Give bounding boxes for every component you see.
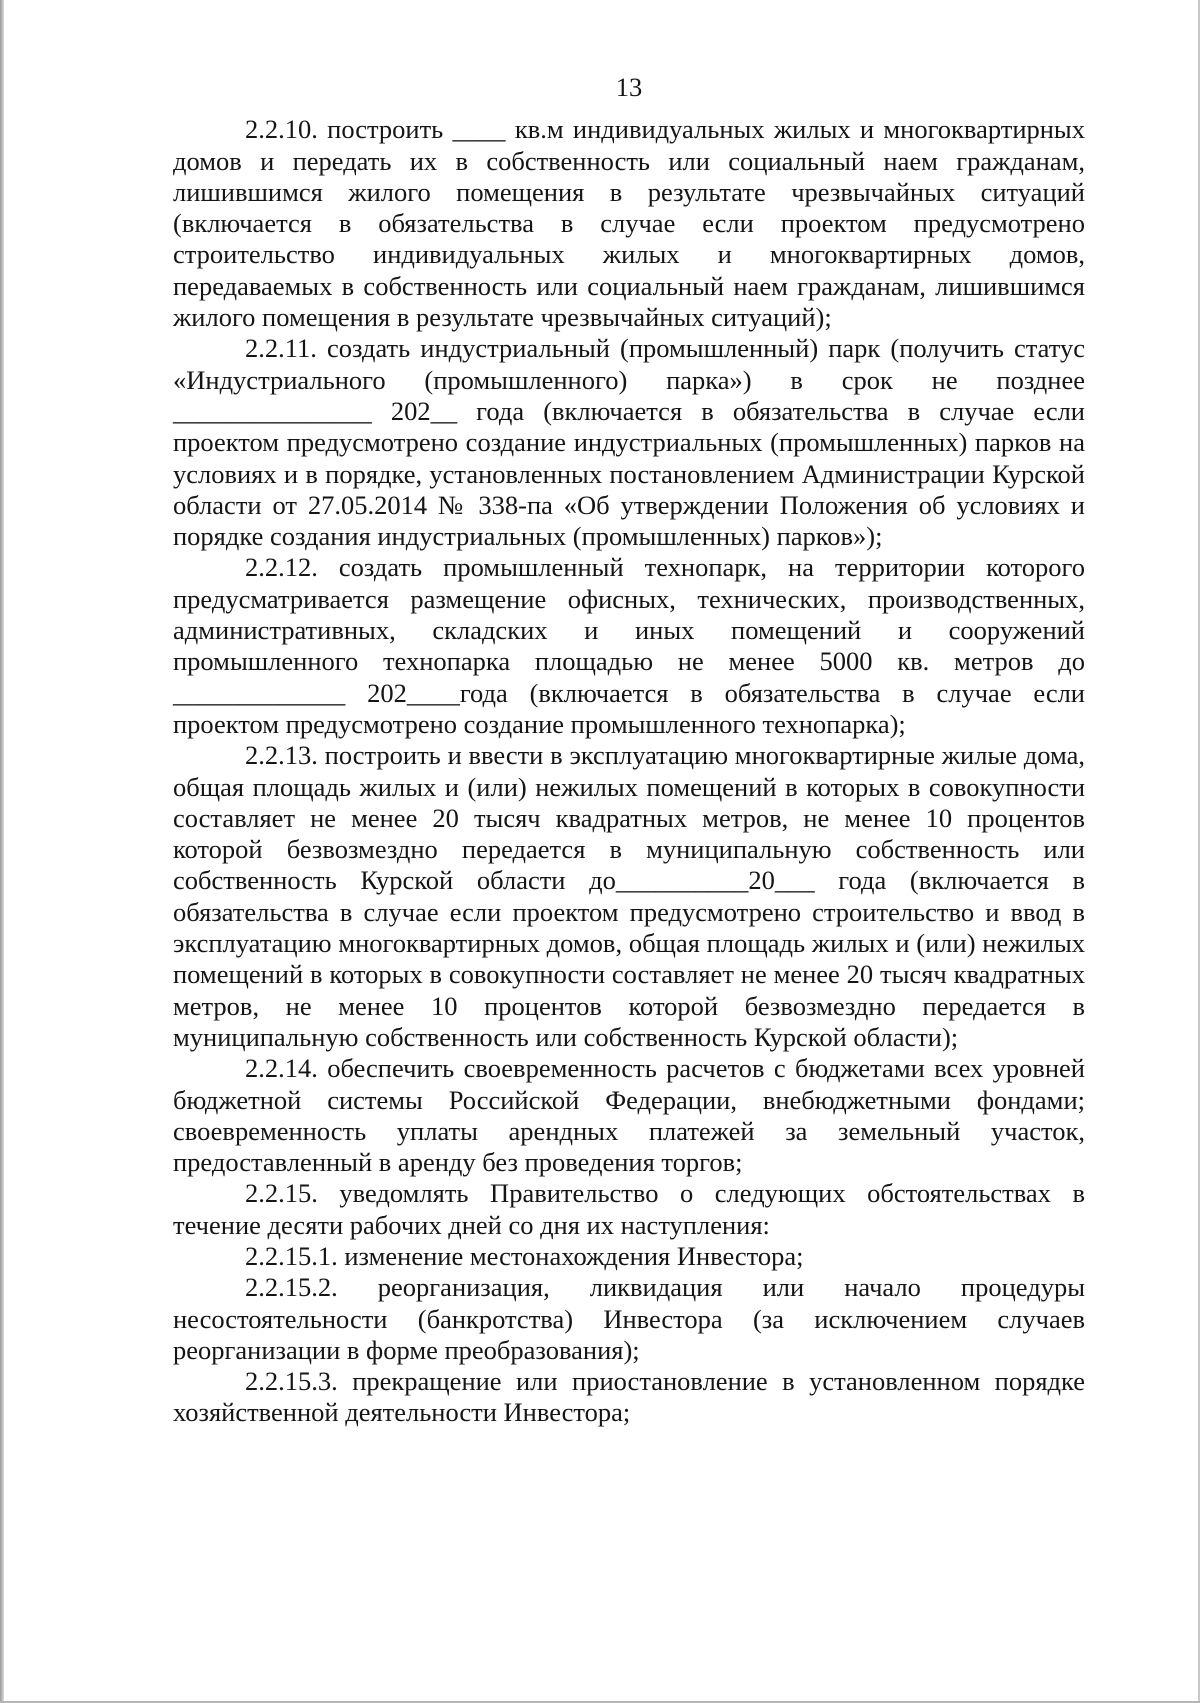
scan-left-edge [0, 0, 4, 1703]
paragraph-2-2-15: 2.2.15. уведомлять Правительство о следующих обстоятельствах в течение десяти рабочих дней со дня их наступления: [173, 1178, 1085, 1240]
paragraph-2-2-15-1: 2.2.15.1. изменение местонахождения Инвестора; [245, 1240, 804, 1271]
paragraph-2-2-15-3: 2.2.15.3. прекращение или приостановление в установленном порядке хозяйственной деятельности Инвестора; [173, 1366, 1085, 1428]
paragraph-2-2-15-2: 2.2.15.2. реорганизация, ликвидация или начало процедуры несостоятельности (банкротства) Инвестора (за исключением случаев реорганизации в форме преобразования); [173, 1272, 1085, 1365]
paragraph-2-2-10: 2.2.10. построить ____ кв.м индивидуальных жилых и многоквартирных домов и передать их в собственность или социальный наем гражданам, лишившимся жилого помещения в результате чрезвычайных ситуаций (включается в обязательства в случае если проектом предусмотрено строительство индивидуальных жилых и многоквартирных домов, передаваемых в собственность или социальный наем гражданам, лишившимся жилого помещения в результате чрезвычайных ситуаций); [173, 114, 1085, 333]
document-page [173, 72, 1085, 1429]
page-number: 13 [615, 72, 643, 102]
paragraph-2-2-12: 2.2.12. создать промышленный технопарк, на территории которого предусматривается размещение офисных, технических, производственных, административных, складских и иных помещений и сооружений промышленного технопарка площадью не менее 5000 кв. метров до _____________ 202____года (включается в обязательства в случае если проектом предусмотрено создание промышленного технопарка); [173, 552, 1085, 739]
paragraph-2-2-11: 2.2.11. создать индустриальный (промышленный) парк (получить статус «Индустриального (промышленного) парка») в срок не позднее _______________ 202__ года (включается в обязательства в случае если проектом предусмотрено создание индустриальных (промышленных) парков на условиях и в порядке, установленных постановлением Администрации Курской области от 27.05.2014 № 338-па «Об утверждении Положения об условиях и порядке создания индустриальных (промышленных) парков»); [173, 333, 1085, 552]
paragraph-2-2-14: 2.2.14. обеспечить своевременность расчетов с бюджетами всех уровней бюджетной системы Российской Федерации, внебюджетными фондами; своевременность уплаты арендных платежей за земельный участок, предоставленный в аренду без проведения торгов; [173, 1053, 1085, 1178]
paragraph-2-2-13: 2.2.13. построить и ввести в эксплуатацию многоквартирные жилые дома, общая площадь жилых и (или) нежилых помещений в которых в совокупности составляет не менее 20 тысяч квадратных метров, не менее 10 процентов которой безвозмездно передается в муниципальную собственность или собственность Курской области до__________20___ года (включается в обязательства в случае если проектом предусмотрено строительство и ввод в эксплуатацию многоквартирных домов, общая площадь жилых и (или) нежилых помещений в которых в совокупности составляет не менее 20 тысяч квадратных метров, не менее 10 процентов которой безвозмездно передается в муниципальную собственность или собственность Курской области); [173, 740, 1085, 1052]
